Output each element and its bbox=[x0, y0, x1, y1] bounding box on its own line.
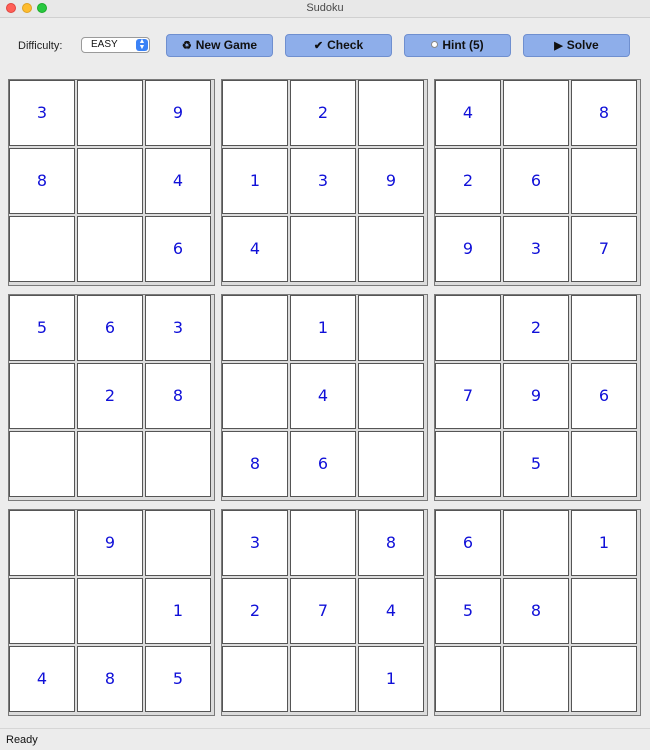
sudoku-cell[interactable] bbox=[571, 295, 637, 361]
check-label: Check bbox=[327, 38, 364, 52]
sudoku-cell[interactable]: 4 bbox=[435, 80, 501, 146]
sudoku-cell[interactable]: 1 bbox=[290, 295, 356, 361]
sudoku-cell[interactable]: 2 bbox=[222, 578, 288, 644]
sudoku-box bbox=[221, 294, 428, 501]
difficulty-select[interactable] bbox=[81, 37, 150, 53]
sudoku-cell[interactable] bbox=[9, 578, 75, 644]
sudoku-board bbox=[0, 68, 650, 728]
sudoku-cell[interactable] bbox=[290, 510, 356, 576]
sudoku-box bbox=[221, 509, 428, 716]
sudoku-cell[interactable] bbox=[222, 646, 288, 712]
sudoku-cell[interactable] bbox=[222, 80, 288, 146]
sudoku-cell[interactable]: 1 bbox=[571, 510, 637, 576]
sudoku-cell[interactable]: 3 bbox=[222, 510, 288, 576]
sudoku-cell[interactable]: 8 bbox=[571, 80, 637, 146]
sudoku-cell[interactable] bbox=[290, 216, 356, 282]
sudoku-cell[interactable] bbox=[77, 431, 143, 497]
sudoku-cell[interactable]: 8 bbox=[145, 363, 211, 429]
sudoku-cell[interactable] bbox=[9, 510, 75, 576]
window-title: Sudoku bbox=[306, 2, 344, 14]
sudoku-cell[interactable] bbox=[358, 295, 424, 361]
play-icon: ▶ bbox=[554, 40, 563, 52]
sudoku-cell[interactable]: 5 bbox=[435, 578, 501, 644]
sudoku-box bbox=[434, 79, 641, 286]
sudoku-box bbox=[221, 79, 428, 286]
sudoku-cell[interactable] bbox=[222, 295, 288, 361]
sudoku-cell[interactable] bbox=[435, 295, 501, 361]
sudoku-cell[interactable] bbox=[358, 80, 424, 146]
sudoku-cell[interactable]: 1 bbox=[222, 148, 288, 214]
sudoku-cell[interactable]: 1 bbox=[145, 578, 211, 644]
sudoku-cell[interactable]: 8 bbox=[77, 646, 143, 712]
sudoku-cell[interactable] bbox=[358, 363, 424, 429]
sudoku-cell[interactable] bbox=[503, 510, 569, 576]
sudoku-cell[interactable]: 4 bbox=[9, 646, 75, 712]
sudoku-cell[interactable]: 5 bbox=[503, 431, 569, 497]
toolbar bbox=[0, 18, 650, 68]
sudoku-cell[interactable] bbox=[571, 148, 637, 214]
sudoku-cell[interactable]: 6 bbox=[77, 295, 143, 361]
sudoku-cell[interactable] bbox=[503, 646, 569, 712]
recycle-icon: ♻ bbox=[181, 40, 192, 52]
sudoku-cell[interactable]: 5 bbox=[145, 646, 211, 712]
sudoku-cell[interactable] bbox=[435, 431, 501, 497]
sudoku-cell[interactable] bbox=[358, 431, 424, 497]
sudoku-cell[interactable]: 5 bbox=[9, 295, 75, 361]
sudoku-cell[interactable]: 2 bbox=[435, 148, 501, 214]
sudoku-cell[interactable] bbox=[503, 80, 569, 146]
sudoku-cell[interactable]: 1 bbox=[358, 646, 424, 712]
sudoku-box bbox=[8, 509, 215, 716]
sudoku-cell[interactable]: 6 bbox=[145, 216, 211, 282]
sudoku-cell[interactable]: 3 bbox=[503, 216, 569, 282]
sudoku-cell[interactable] bbox=[145, 431, 211, 497]
lightbulb-icon bbox=[431, 41, 438, 48]
sudoku-cell[interactable]: 9 bbox=[503, 363, 569, 429]
sudoku-cell[interactable] bbox=[77, 216, 143, 282]
sudoku-cell[interactable]: 2 bbox=[290, 80, 356, 146]
sudoku-cell[interactable] bbox=[571, 646, 637, 712]
new-game-button[interactable] bbox=[166, 34, 273, 57]
sudoku-cell[interactable]: 4 bbox=[358, 578, 424, 644]
sudoku-cell[interactable]: 9 bbox=[435, 216, 501, 282]
checkmark-icon: ✔ bbox=[313, 40, 324, 52]
sudoku-cell[interactable]: 4 bbox=[290, 363, 356, 429]
sudoku-cell[interactable]: 4 bbox=[145, 148, 211, 214]
sudoku-cell[interactable]: 2 bbox=[503, 295, 569, 361]
sudoku-cell[interactable]: 7 bbox=[290, 578, 356, 644]
sudoku-cell[interactable]: 3 bbox=[9, 80, 75, 146]
sudoku-cell[interactable]: 7 bbox=[571, 216, 637, 282]
difficulty-value: EASY bbox=[91, 39, 118, 50]
sudoku-cell[interactable] bbox=[145, 510, 211, 576]
sudoku-cell[interactable]: 4 bbox=[222, 216, 288, 282]
sudoku-cell[interactable]: 8 bbox=[9, 148, 75, 214]
sudoku-cell[interactable]: 9 bbox=[77, 510, 143, 576]
new-game-label: New Game bbox=[195, 38, 258, 52]
sudoku-cell[interactable] bbox=[9, 216, 75, 282]
sudoku-cell[interactable] bbox=[9, 363, 75, 429]
status-text: Ready bbox=[6, 734, 38, 746]
sudoku-cell[interactable]: 9 bbox=[145, 80, 211, 146]
sudoku-box bbox=[8, 294, 215, 501]
sudoku-cell[interactable] bbox=[77, 578, 143, 644]
solve-label: Solve bbox=[566, 38, 599, 52]
sudoku-cell[interactable] bbox=[571, 578, 637, 644]
sudoku-cell[interactable]: 8 bbox=[222, 431, 288, 497]
sudoku-cell[interactable] bbox=[290, 646, 356, 712]
sudoku-box bbox=[434, 509, 641, 716]
sudoku-cell[interactable]: 6 bbox=[290, 431, 356, 497]
sudoku-cell[interactable]: 3 bbox=[290, 148, 356, 214]
sudoku-cell[interactable]: 9 bbox=[358, 148, 424, 214]
sudoku-cell[interactable]: 8 bbox=[503, 578, 569, 644]
sudoku-cell[interactable] bbox=[9, 431, 75, 497]
hint-button[interactable] bbox=[404, 34, 511, 57]
sudoku-cell[interactable]: 7 bbox=[435, 363, 501, 429]
sudoku-cell[interactable] bbox=[222, 363, 288, 429]
sudoku-box bbox=[434, 294, 641, 501]
updown-chevron-icon: ▲ ▼ bbox=[136, 39, 148, 51]
solve-button[interactable] bbox=[523, 34, 630, 57]
sudoku-cell[interactable]: 2 bbox=[77, 363, 143, 429]
sudoku-cell[interactable]: 3 bbox=[145, 295, 211, 361]
sudoku-cell[interactable] bbox=[77, 80, 143, 146]
sudoku-cell[interactable]: 6 bbox=[435, 510, 501, 576]
sudoku-cell[interactable]: 6 bbox=[571, 363, 637, 429]
check-button[interactable] bbox=[285, 34, 392, 57]
sudoku-cell[interactable] bbox=[358, 216, 424, 282]
sudoku-cell[interactable] bbox=[571, 431, 637, 497]
hint-label: Hint (5) bbox=[442, 38, 484, 52]
difficulty-label: Difficulty: bbox=[18, 40, 63, 52]
status-bar bbox=[0, 728, 650, 750]
sudoku-cell[interactable] bbox=[435, 646, 501, 712]
sudoku-cell[interactable]: 6 bbox=[503, 148, 569, 214]
title-bar bbox=[0, 0, 650, 18]
sudoku-cell[interactable]: 8 bbox=[358, 510, 424, 576]
sudoku-box bbox=[8, 79, 215, 286]
sudoku-cell[interactable] bbox=[77, 148, 143, 214]
